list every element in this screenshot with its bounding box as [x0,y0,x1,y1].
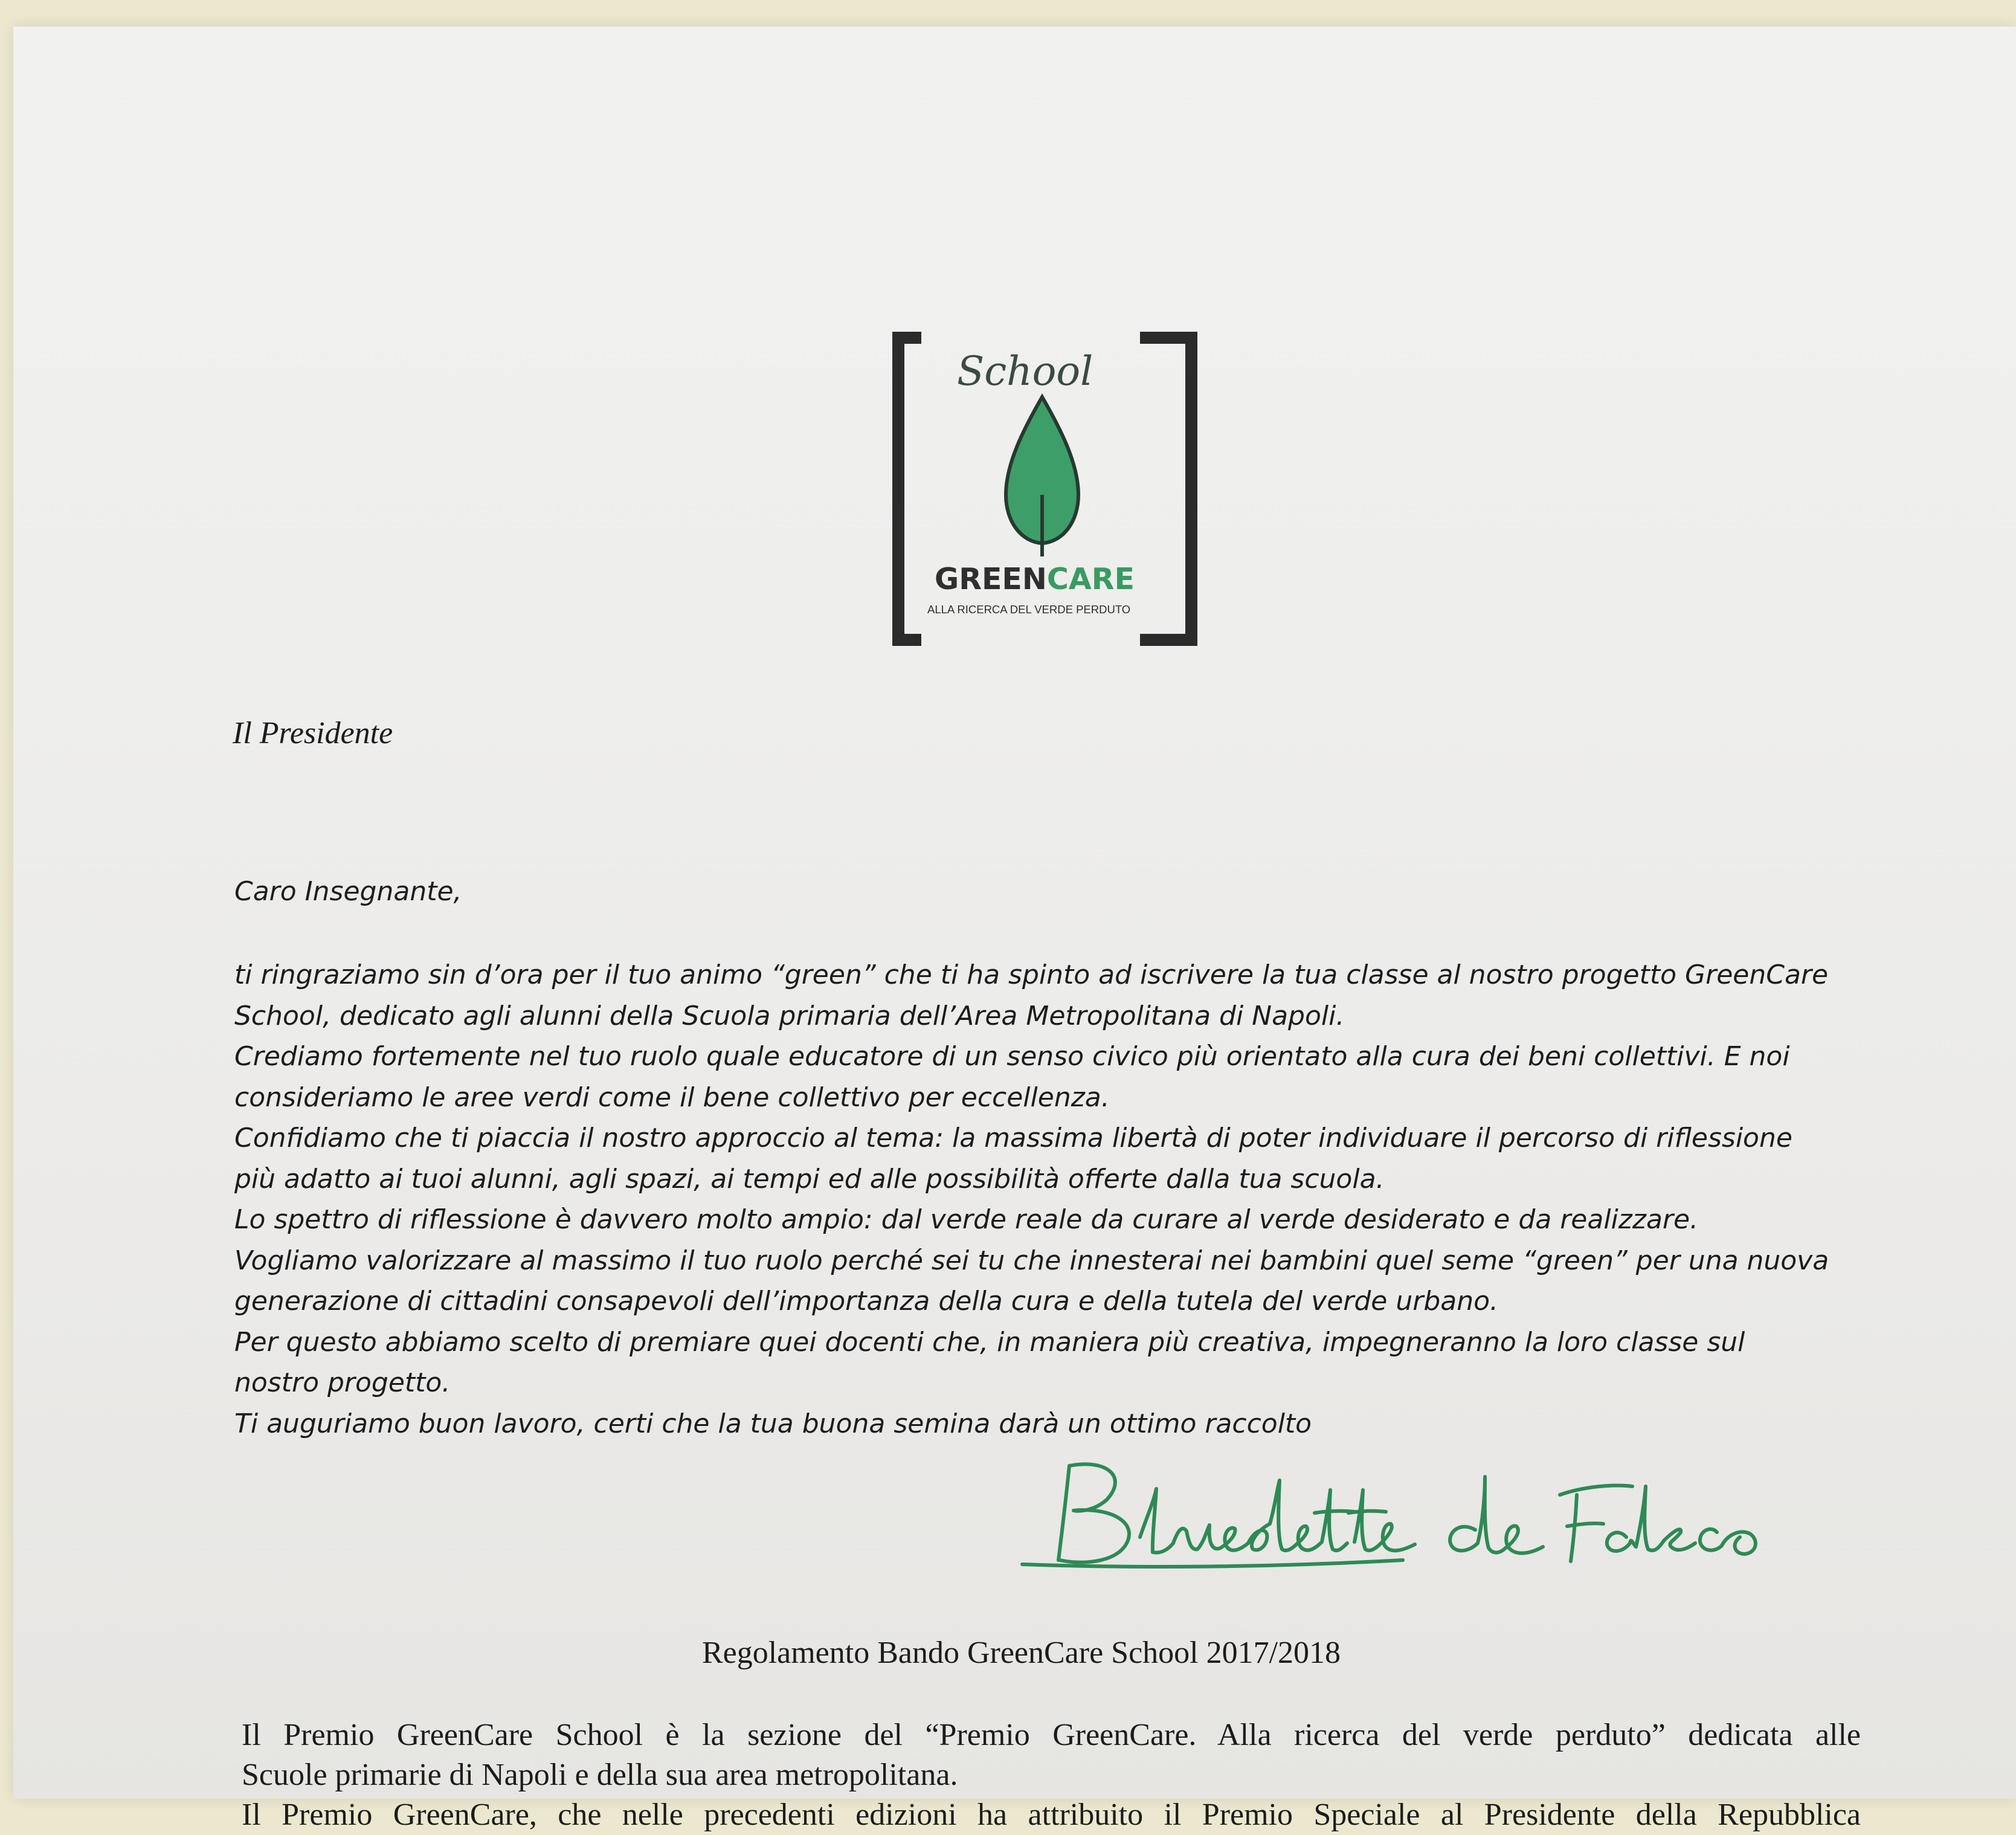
letter-body-line: nostro progetto. [234,1367,451,1398]
right-bracket [1140,332,1197,646]
regulation-line: Il Premio GreenCare, che nelle precedenti edizioni ha attribuito il Premio Speciale al Presidente della Repubblica [242,1798,1861,1832]
logo-brand-text: GREENCARE [935,562,1135,596]
greencare-logo-graphic [892,332,1200,649]
letter-body [234,955,1866,1444]
letter-body-line: ti ringraziamo sin d’ora per il tuo animo “green” che ti ha spinto ad iscrivere la tua classe al nostro progetto GreenCare [234,959,1829,990]
letter-body-line: Per questo abbiamo scelto di premiare quei docenti che, in maniera più creativa, impegneranno la loro classe sul [234,1326,1745,1358]
letter-body-line: più adatto ai tuoi alunni, agli spazi, ai tempi ed alle possibilità offerte dalla tua scuola. [234,1163,1385,1195]
letter-salutation: Caro Insegnante, [234,876,462,907]
greencare-school-logo [892,332,1200,649]
letter-body-line: Vogliamo valorizzare al massimo il tuo ruolo perché sei tu che innesterai nei bambini quel seme “green” per una nuova [234,1245,1829,1276]
letter-body-line: Confidiamo che ti piaccia il nostro approccio al tema: la massima libertà di poter individuare il percorso di riflessione [234,1123,1792,1153]
letter-sheet [13,27,2016,1832]
signature-drawing [1016,1453,1802,1592]
logo-school-text: School [957,348,1093,395]
letter-body-line: Ti auguriamo buon lavoro, certi che la tua buona semina darà un ottimo raccolto [234,1408,1312,1439]
letter-body-line: consideriamo le aree verdi come il bene collettivo per eccellenza. [234,1082,1110,1113]
left-bracket [892,332,921,646]
handwritten-signature [1016,1453,1802,1592]
letter-heading: Il Presidente [233,716,393,750]
letter-body-line: generazione di cittadini consapevoli dell’importanza della cura e della tutela del verde urbano. [234,1286,1499,1317]
regulation-title: Regolamento Bando GreenCare School 2017/2018 [701,1636,1341,1670]
regulation-line: Scuole primarie di Napoli e della sua area metropolitana. [242,1758,958,1792]
regulation-body [242,1715,1861,1835]
regulation-line: Il Premio GreenCare School è la sezione del “Premio GreenCare. Alla ricerca del verde perduto” dedicata alle [242,1718,1861,1752]
letter-body-line: Crediamo fortemente nel tuo ruolo quale educatore di un senso civico più orientato alla cura dei beni collettivi. E noi [234,1041,1790,1072]
logo-tagline: ALLA RICERCA DEL VERDE PERDUTO [927,603,1131,616]
letter-body-line: School, dedicato agli alunni della Scuola primaria dell’Area Metropolitana di Napoli. [234,1000,1345,1031]
letter-body-line: Lo spettro di riflessione è davvero molto ampio: dal verde reale da curare al verde desiderato e da realizzare. [234,1204,1699,1235]
